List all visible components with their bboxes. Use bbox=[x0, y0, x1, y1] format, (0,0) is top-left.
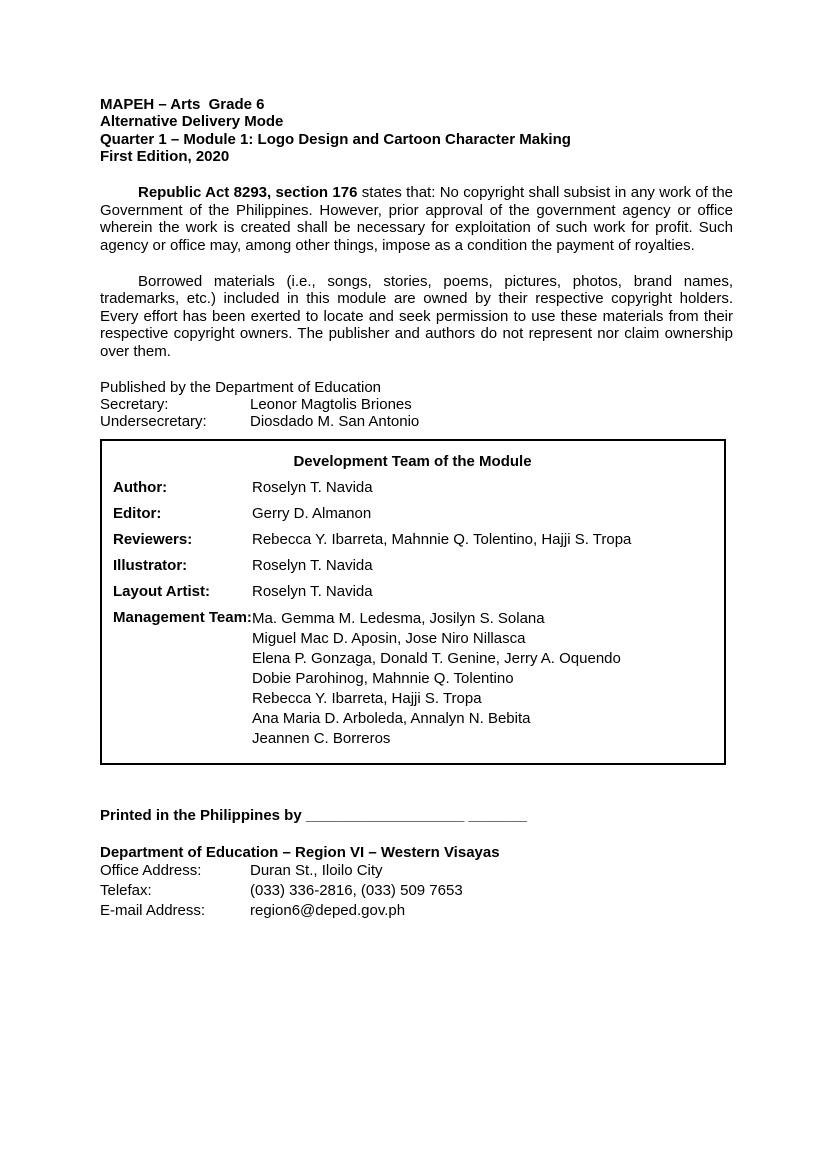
printed-in-philippines-line bbox=[100, 807, 733, 825]
secretary-value: Leonor Magtolis Briones bbox=[250, 395, 412, 413]
management-team-label: Management Team: bbox=[113, 609, 252, 627]
development-team-title: Development Team of the Module bbox=[293, 453, 532, 471]
author-value: Roselyn T. Navida bbox=[252, 479, 373, 497]
management-team-line: Rebecca Y. Ibarreta, Hajji S. Tropa bbox=[252, 690, 482, 708]
office-address-value: Duran St., Iloilo City bbox=[250, 862, 383, 880]
management-team-line: Elena P. Gonzaga, Donald T. Genine, Jerry A. Oquendo bbox=[252, 650, 621, 668]
page-content bbox=[100, 96, 733, 921]
printed-lead-text: Printed in the Philippines by bbox=[100, 807, 306, 825]
illustrator-label: Illustrator: bbox=[113, 557, 188, 575]
development-team-box bbox=[100, 439, 726, 765]
illustrator-row bbox=[113, 557, 712, 575]
module-header bbox=[100, 96, 733, 165]
paragraph-borrowed-materials: Borrowed materials (i.e., songs, stories, poems, pictures, photos, brand names, trademarks, etc.) included in this module are owned by their respective copyright holders. Every effort has been exerted to locate and seek permission to use these materials from their respective copyright owners. The publisher and authors do not represent nor claim ownership over them. bbox=[100, 272, 733, 360]
layout-artist-value: Roselyn T. Navida bbox=[252, 583, 373, 601]
header-line-subject: MAPEH – Arts Grade 6 bbox=[100, 96, 265, 113]
email-address-row bbox=[100, 901, 733, 921]
layout-artist-label: Layout Artist: bbox=[113, 583, 210, 601]
editor-row bbox=[113, 505, 712, 523]
management-team-row bbox=[113, 609, 712, 749]
telefax-label: Telefax: bbox=[100, 882, 152, 900]
deped-region-block bbox=[100, 844, 733, 922]
email-address-label: E-mail Address: bbox=[100, 902, 206, 920]
paragraph-republic-act bbox=[100, 184, 733, 254]
republic-act-text: states that: No copyright shall subsist in any work of the Government of the Philippines. However, prior approval of the government agency or office wherein the work is created shall be necessary for exploitation of such work for profit. Such agency or office may, among other things, impose as a condition the payment of royalties. bbox=[100, 184, 734, 254]
management-team-members bbox=[252, 609, 712, 749]
published-by-line: Published by the Department of Education bbox=[100, 378, 382, 396]
publisher-block bbox=[100, 379, 733, 431]
author-label: Author: bbox=[113, 479, 168, 497]
header-line-module-title: Quarter 1 – Module 1: Logo Design and Cartoon Character Making bbox=[100, 130, 571, 148]
illustrator-value: Roselyn T. Navida bbox=[252, 557, 373, 575]
printed-blank-underline: ___________________ _______ bbox=[305, 807, 527, 825]
management-team-line: Ana Maria D. Arboleda, Annalyn N. Bebita bbox=[252, 710, 531, 728]
reviewers-label: Reviewers: bbox=[113, 531, 193, 549]
editor-value: Gerry D. Almanon bbox=[252, 505, 372, 523]
management-team-line: Dobie Parohinog, Mahnnie Q. Tolentino bbox=[252, 670, 514, 688]
office-address-label: Office Address: bbox=[100, 862, 202, 880]
author-row bbox=[113, 479, 712, 497]
reviewers-row bbox=[113, 531, 712, 549]
header-line-mode: Alternative Delivery Mode bbox=[100, 113, 284, 131]
email-address-value: region6@deped.gov.ph bbox=[250, 902, 406, 920]
undersecretary-row bbox=[100, 413, 733, 430]
republic-act-bold-lead: Republic Act 8293, section 176 bbox=[138, 184, 358, 202]
office-address-row bbox=[100, 861, 733, 881]
header-line-edition: First Edition, 2020 bbox=[100, 147, 230, 165]
editor-label: Editor: bbox=[113, 505, 162, 523]
undersecretary-label: Undersecretary: bbox=[100, 413, 207, 431]
telefax-value: (033) 336-2816, (033) 509 7653 bbox=[250, 882, 463, 900]
management-team-line: Ma. Gemma M. Ledesma, Josilyn S. Solana bbox=[252, 610, 545, 628]
undersecretary-value: Diosdado M. San Antonio bbox=[250, 413, 420, 431]
secretary-label: Secretary: bbox=[100, 395, 169, 413]
reviewers-value: Rebecca Y. Ibarreta, Mahnnie Q. Tolentino, Hajji S. Tropa bbox=[252, 531, 632, 549]
secretary-row bbox=[100, 396, 733, 413]
management-team-line: Miguel Mac D. Aposin, Jose Niro Nillasca bbox=[252, 630, 526, 648]
management-team-line: Jeannen C. Borreros bbox=[252, 730, 391, 748]
telefax-row bbox=[100, 881, 733, 901]
layout-artist-row bbox=[113, 583, 712, 601]
deped-region-title: Department of Education – Region VI – Western Visayas bbox=[100, 843, 500, 861]
